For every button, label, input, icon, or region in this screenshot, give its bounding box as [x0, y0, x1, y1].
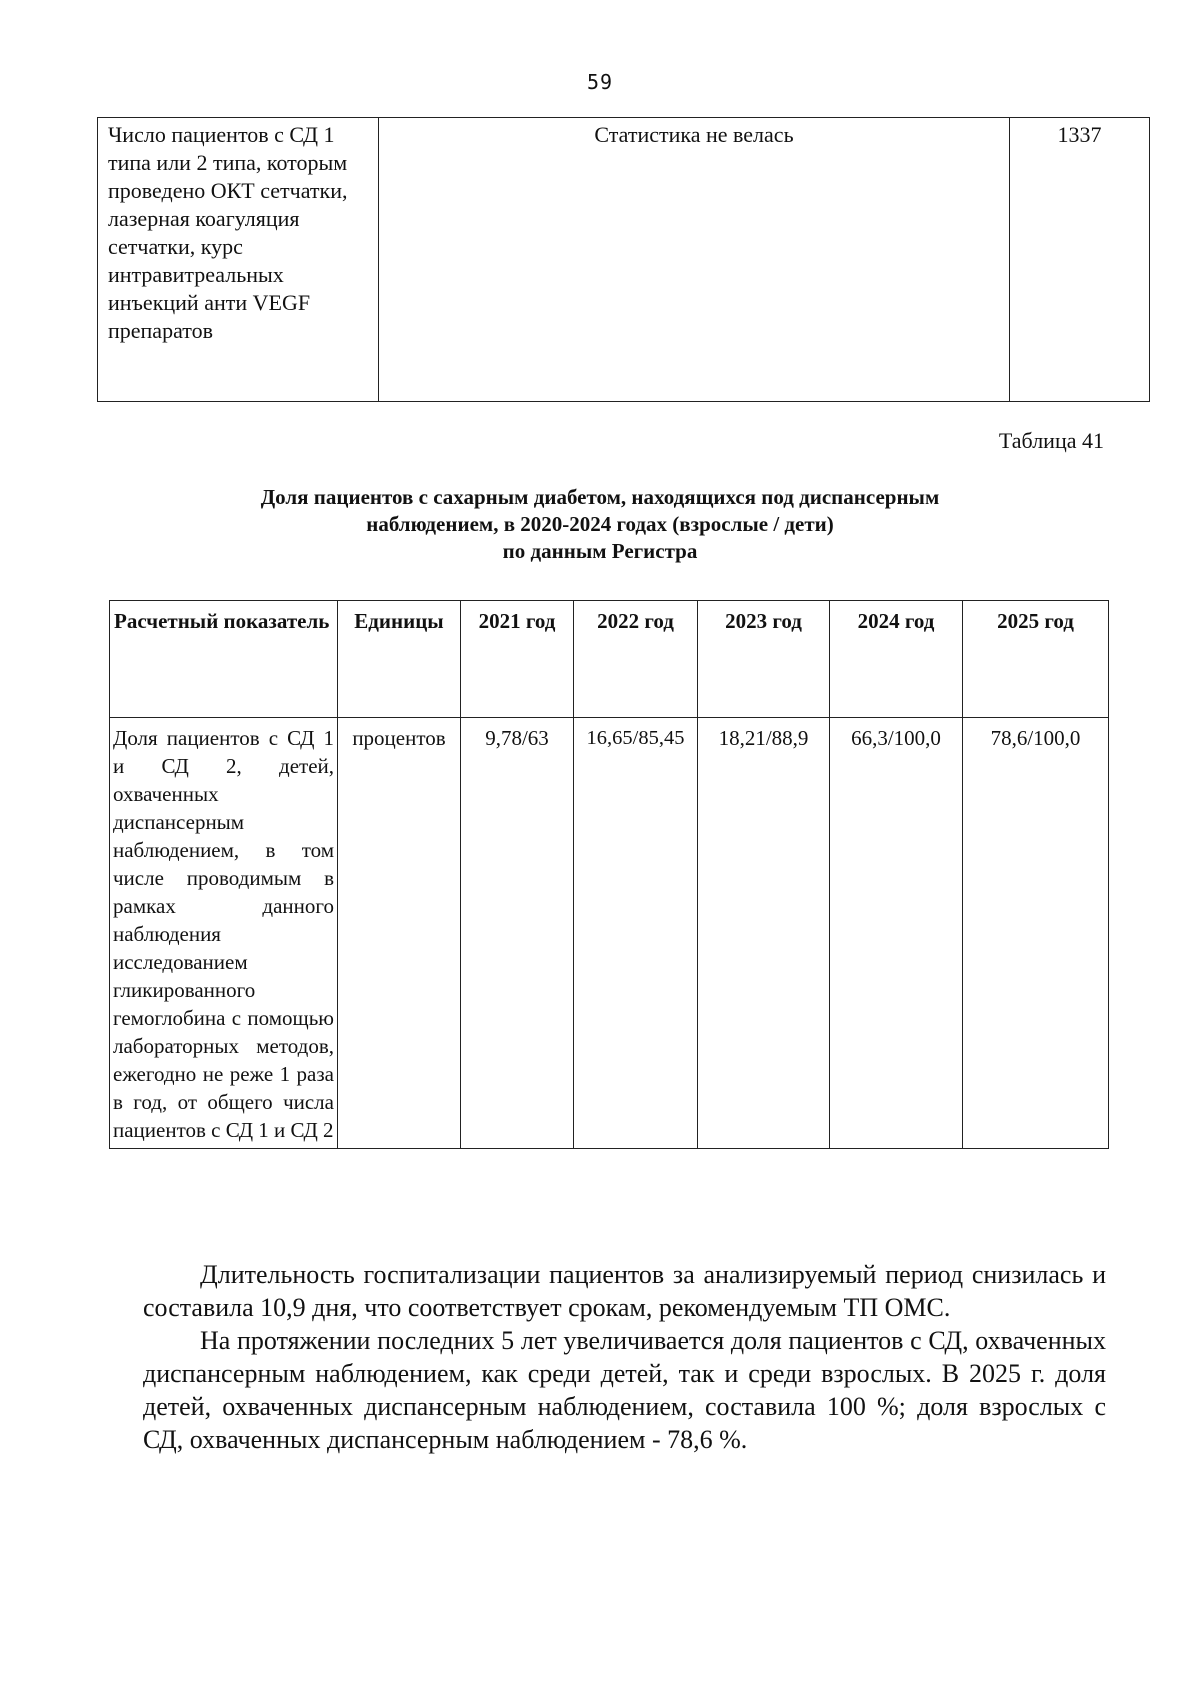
table-row [110, 718, 1109, 1149]
table-row [98, 118, 1150, 402]
body-text [143, 1258, 1106, 1456]
paragraph: Длительность госпитализации пациентов за анализируемый период снизилась и составила 10,9 дня, что соответствует срокам, рекомендуемым ТП ОМС. [143, 1260, 1106, 1322]
table-header-row [110, 601, 1109, 718]
note-cell: Статистика не велась [379, 118, 1010, 402]
header-2025: 2025 год [963, 601, 1109, 718]
indicator-cell: Доля пациентов с СД 1 и СД 2, детей, охваченных диспансерным наблюдением, в том числе проводимым в рамках данного наблюдения исследованием гликированного гемоглобина с помощью лабораторных методов, ежегодно не реже 1 раза в год, от общего числа пациентов с СД 1 и СД 2 [110, 718, 338, 1149]
table-title-line: наблюдением, в 2020-2024 годах (взрослые / дети) [366, 512, 834, 536]
units-cell: процентов [338, 718, 461, 1149]
value-2022-cell: 16,65/85,45 [574, 718, 698, 1149]
value-2023-cell: 18,21/88,9 [698, 718, 830, 1149]
value-2025-cell: 78,6/100,0 [963, 718, 1109, 1149]
header-indicator: Расчетный показатель [110, 601, 338, 718]
page-number: 59 [586, 70, 614, 94]
value-2024-cell: 66,3/100,0 [830, 718, 963, 1149]
indicator-cell: Число пациентов с СД 1 типа или 2 типа, которым проведено ОКТ сетчатки, лазерная коагуляция сетчатки, курс интравитреальных инъекций анти VEGF препаратов [98, 118, 379, 402]
previous-table-continuation [97, 117, 1150, 402]
header-2021: 2021 год [461, 601, 574, 718]
value-2021-cell: 9,78/63 [461, 718, 574, 1149]
table-title-line: по данным Регистра [502, 539, 698, 563]
table-title-line: Доля пациентов с сахарным диабетом, находящихся под диспансерным [260, 485, 940, 509]
table-title [150, 484, 1050, 565]
value-cell: 1337 [1010, 118, 1150, 402]
table-caption: Таблица 41 [998, 428, 1104, 453]
paragraph: На протяжении последних 5 лет увеличивается доля пациентов с СД, охваченных диспансерным наблюдением, как среди детей, так и среди взрослых. В 2025 г. доля детей, охваченных диспансерным наблюдением, составила 100 %; доля взрослых с СД, охваченных диспансерным наблюдением - 78,6 %. [143, 1326, 1106, 1454]
header-2024: 2024 год [830, 601, 963, 718]
header-units: Единицы [338, 601, 461, 718]
dispensary-share-table [109, 600, 1109, 1149]
header-2022: 2022 год [574, 601, 698, 718]
header-2023: 2023 год [698, 601, 830, 718]
